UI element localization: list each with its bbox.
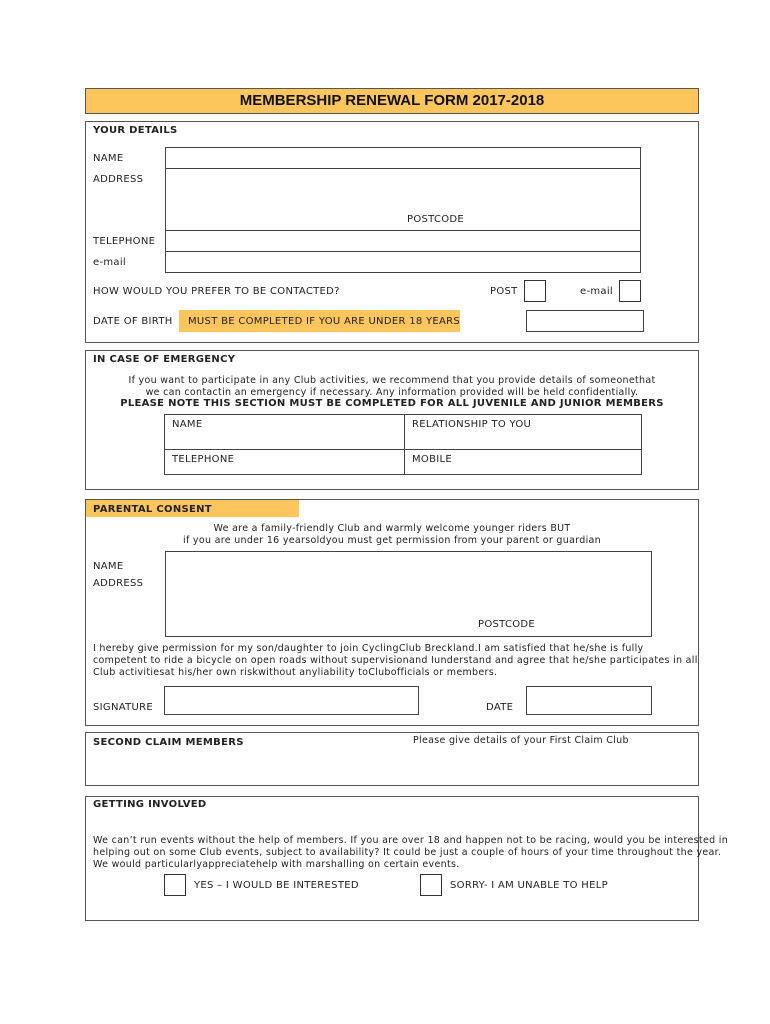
getting-involved-heading: GETTING INVOLVED bbox=[93, 799, 207, 810]
date-field[interactable] bbox=[526, 686, 652, 715]
parental-intro-line2: if you are under 16 yearsoldyou must get permission from your parent or guardian bbox=[183, 535, 601, 546]
date-label: DATE bbox=[486, 702, 514, 713]
address-field[interactable] bbox=[165, 168, 641, 231]
dob-label: DATE OF BIRTH bbox=[93, 316, 173, 327]
dob-field[interactable] bbox=[526, 310, 644, 332]
unable-to-help-checkbox[interactable] bbox=[420, 874, 442, 896]
form-title: MEMBERSHIP RENEWAL FORM 2017-2018 bbox=[85, 88, 699, 114]
contact-preference-question: HOW WOULD YOU PREFER TO BE CONTACTED? bbox=[93, 286, 340, 297]
telephone-label: TELEPHONE bbox=[93, 236, 156, 247]
yes-interested-label: YES – I WOULD BE INTERESTED bbox=[194, 880, 359, 891]
contact-email-checkbox[interactable] bbox=[619, 280, 641, 302]
parental-intro-line1: We are a family-friendly Club and warmly welcome younger riders BUT bbox=[213, 523, 571, 534]
parental-heading: PARENTAL CONSENT bbox=[93, 504, 212, 515]
involved-line3: We would particularlyappreciatehelp with marshalling on certain events. bbox=[93, 859, 460, 870]
name-field[interactable] bbox=[165, 147, 641, 169]
address-label: ADDRESS bbox=[93, 174, 144, 185]
parental-name-label: NAME bbox=[93, 561, 124, 572]
contact-post-label: POST bbox=[490, 286, 518, 297]
emergency-heading: IN CASE OF EMERGENCY bbox=[93, 354, 236, 365]
your-details-heading: YOUR DETAILS bbox=[93, 125, 178, 136]
name-label: NAME bbox=[93, 153, 124, 164]
contact-email-label: e-mail bbox=[580, 286, 613, 297]
emergency-telephone-field[interactable] bbox=[164, 449, 405, 475]
emergency-name-label: NAME bbox=[172, 419, 203, 430]
emergency-notice: PLEASE NOTE THIS SECTION MUST BE COMPLETED FOR ALL JUVENILE AND JUNIOR MEMBERS bbox=[120, 398, 664, 409]
involved-line2: helping out on some Club events, subject to availability? It could be just a couple of hours of your time throughout the year. bbox=[93, 847, 722, 858]
emergency-intro-line1: If you want to participate in any Club activities, we recommend that you provide details of someonethat bbox=[128, 375, 656, 386]
involved-line1: We can’t run events without the help of members. If you are over 18 and happen not to be racing, would you be interested in bbox=[93, 835, 729, 846]
signature-label: SIGNATURE bbox=[93, 702, 153, 713]
emergency-name-field[interactable] bbox=[164, 414, 405, 450]
emergency-mobile-field[interactable] bbox=[404, 449, 642, 475]
unable-to-help-label: SORRY- I AM UNABLE TO HELP bbox=[450, 880, 608, 891]
emergency-relationship-field[interactable] bbox=[404, 414, 642, 450]
dob-note: MUST BE COMPLETED IF YOU ARE UNDER 18 YEARS bbox=[188, 316, 461, 327]
parental-address-label: ADDRESS bbox=[93, 578, 144, 589]
consent-line2: competent to ride a bicycle on open roads without supervisionand Iunderstand and agree that he/she participates in all bbox=[93, 655, 698, 666]
second-claim-note: Please give details of your First Claim Club bbox=[413, 735, 629, 746]
emergency-relationship-label: RELATIONSHIP TO YOU bbox=[412, 419, 532, 430]
second-claim-heading: SECOND CLAIM MEMBERS bbox=[93, 737, 244, 748]
consent-line3: Club activitiesat his/her own riskwithout anyliability toClubofficials or members. bbox=[93, 667, 498, 678]
emergency-telephone-label: TELEPHONE bbox=[172, 454, 235, 465]
consent-line1: I hereby give permission for my son/daughter to join CyclingClub Breckland.I am satisfied that he/she is fully bbox=[93, 643, 644, 654]
parental-address-field[interactable] bbox=[165, 551, 652, 637]
emergency-intro-line2: we can contactin an emergency if necessary. Any information provided will be held confidentially. bbox=[145, 387, 639, 398]
contact-post-checkbox[interactable] bbox=[524, 280, 546, 302]
email-label: e-mail bbox=[93, 257, 126, 268]
email-field[interactable] bbox=[165, 251, 641, 273]
postcode-label: POSTCODE bbox=[407, 214, 465, 225]
yes-interested-checkbox[interactable] bbox=[164, 874, 186, 896]
parental-postcode-label: POSTCODE bbox=[478, 619, 536, 630]
signature-field[interactable] bbox=[164, 686, 419, 715]
telephone-field[interactable] bbox=[165, 230, 402, 252]
emergency-mobile-label: MOBILE bbox=[412, 454, 452, 465]
mobile-field[interactable] bbox=[401, 230, 641, 252]
